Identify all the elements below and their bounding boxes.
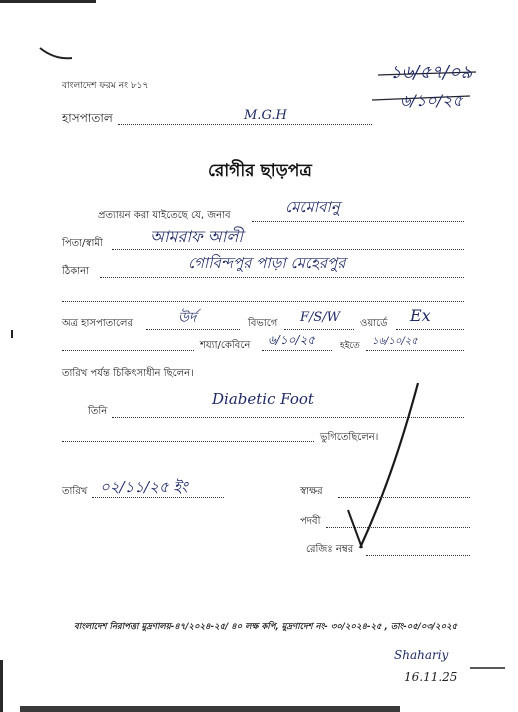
top-date-2: ৬/১০/২৫ <box>400 91 463 110</box>
footer-signature-name: Shahariy <box>394 648 449 662</box>
hospital-dotted-line <box>118 124 372 125</box>
address-dotted-line <box>100 277 464 278</box>
designation-dotted-line <box>326 527 470 528</box>
address-label: ঠিকানা <box>62 266 89 277</box>
bed-lead-dotted-line <box>62 350 194 351</box>
ward-dotted-line <box>396 329 464 330</box>
hospital-at-value: উর্দ <box>178 310 197 326</box>
disease-value: Diabetic Foot <box>212 390 314 408</box>
top-date-1: ১৬/৫৭/০৯ <box>390 62 473 83</box>
father-label: পিতা/স্বামী <box>62 238 103 249</box>
he-label: তিনি <box>88 406 108 417</box>
department-value: F/S/W <box>300 310 341 325</box>
patient-dotted-line <box>252 221 464 222</box>
department-label: বিভাগে <box>248 318 278 329</box>
designation-label: পদবী <box>300 516 321 527</box>
until-label: তারিখ পর্যন্ত চিকিৎসাধীন ছিলেন। <box>62 368 194 379</box>
bed-value: ৬/১০/২৫ <box>268 333 316 347</box>
page-title: রোগীর ছাড়পত্র <box>208 161 312 181</box>
footer-signature-date: 16.11.25 <box>404 670 458 684</box>
disease-dotted-line <box>112 417 464 418</box>
hospital-at-label: অত্র হাসপাতালের <box>62 318 134 329</box>
certify-label: প্রত্যায়ন করা যাইতেছে যে, জনাব <box>98 210 231 221</box>
department-dotted-line <box>284 329 354 330</box>
date-value: ০২/১১/২৫ ইং <box>100 478 188 496</box>
reg-dotted-line <box>366 555 470 556</box>
address-value: গোবিন্দপুর পাড়া মেহেরপুর <box>188 254 346 272</box>
date-label: তারিখ <box>62 486 88 497</box>
suffered-label: ভুগিতেছিলেন। <box>320 432 379 443</box>
hospital-label: হাসপাতাল <box>62 111 113 125</box>
form-number: বাংলাদেশ ফরম নং ৮১৭ <box>62 81 149 91</box>
father-value: আমরাফ আলী <box>150 227 243 246</box>
address-dotted-line-2 <box>62 301 464 302</box>
footer-print-line: বাংলাদেশ নিরাপত্তা মুদ্রণালয়-৪৭/২০২৪-২৫/ ৪০ লক্ষ কপি, মুদ্রণাদেশ নং- ৩০/২০২৪-২৫ , তাং-০৫/০৩/২০২৫ <box>74 622 458 632</box>
ward-value: Ex <box>410 306 431 325</box>
from-value: ১৬/১০/২৫ <box>372 336 418 347</box>
hospital-value: M.G.H <box>244 108 287 123</box>
suffered-dotted-line <box>62 441 314 442</box>
signature-dotted-line <box>338 497 470 498</box>
ward-label: ওয়ার্ডে <box>360 318 388 329</box>
bed-label: শয্যা/কেবিনে <box>200 340 251 351</box>
signature-label: স্বাক্ষর <box>300 486 323 497</box>
reg-label: রেজিঃ নম্বর <box>306 544 354 555</box>
patient-name: মেমোবানু <box>285 198 340 216</box>
from-label: হইতে <box>340 341 360 351</box>
